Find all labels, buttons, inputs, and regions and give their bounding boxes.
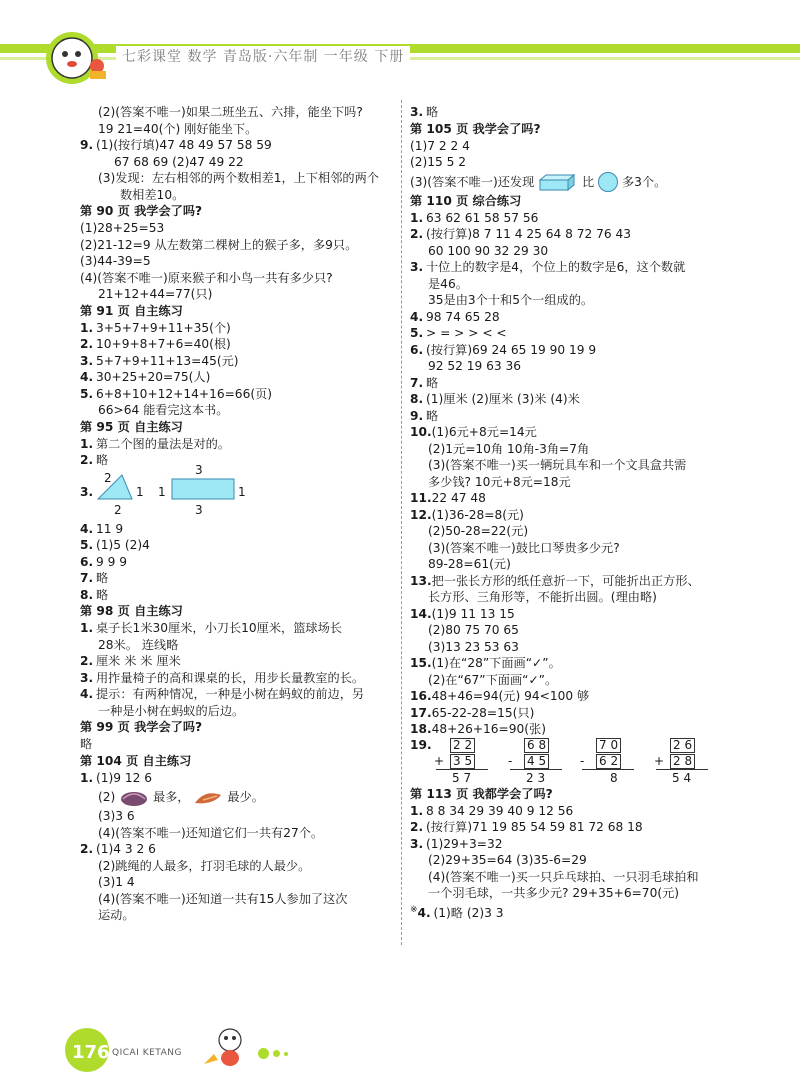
answer-line: 把一张长方形的纸任意折一下，可能折出正方形、 (431, 573, 700, 588)
vertical-calc (508, 738, 568, 786)
answer-line: (4)(答案不唯一)还知道它们一共有27个。 (98, 825, 324, 840)
footer-mascot-icon (200, 1024, 250, 1068)
answer-line: (1)9 12 6 (96, 770, 153, 785)
answer-line: 运动。 (98, 908, 135, 922)
answer-line: (3)(答案不唯一)鼓比口琴贵多少元? (428, 540, 620, 555)
right-column (410, 104, 732, 921)
answer-line: (3)发现：左右相邻的两个数相差1，上下相邻的两个 (98, 171, 379, 185)
item-number: 1. (410, 803, 424, 818)
answer-line: (4)(答案不唯一)还知道一共有15人参加了这次 (98, 891, 348, 906)
section-heading: 第 99 页 我学会了吗? (80, 720, 203, 734)
answer-line: 11 9 (96, 521, 124, 536)
answer-line: (3)(答案不唯一)买一辆玩具车和一个文具盒共需 (428, 458, 687, 472)
vertical-calc (654, 738, 714, 786)
vertical-calculations (410, 738, 732, 786)
optional-mark: ※ (410, 904, 418, 915)
item-number: 3. (80, 670, 94, 685)
column-divider (401, 100, 402, 945)
calc-bottom: 3 5 (450, 754, 475, 769)
item-number: 1. (80, 436, 94, 451)
calc-result: 5 7 (452, 770, 472, 785)
answer-line: (4)(答案不唯一)原来猴子和小鸟一共有多少只? (80, 270, 333, 285)
answer-line: 6+8+10+12+14+16=66(页) (96, 386, 273, 401)
item-number: 2. (80, 654, 94, 668)
answer-line: (3)13 23 53 63 (428, 639, 519, 654)
section-heading: 第 95 页 自主练习 (80, 419, 183, 434)
item-number: 11. (410, 491, 432, 505)
item-number: 4. (80, 521, 94, 536)
item-number: 5. (410, 326, 424, 340)
item-number: 19. (410, 737, 432, 752)
vertical-calc (434, 738, 494, 786)
header-title: 七彩课堂 数学 青岛版·六年制 一年级 下册 (116, 46, 410, 66)
item-number: 2. (410, 227, 424, 241)
item-number: 9. (80, 138, 94, 152)
answer-line: (1)在“28”下面画“✓”。 (431, 656, 561, 670)
item-number: 7. (80, 571, 94, 585)
answer-line: (1)28+25=53 (80, 221, 165, 235)
item-number: 9. (410, 408, 424, 423)
answer-line: 略 (426, 375, 439, 390)
item-number: 5. (80, 386, 94, 401)
answer-line: 98 74 65 28 (426, 309, 500, 324)
calc-bottom: 4 5 (524, 754, 549, 769)
item-number: 6. (410, 342, 424, 357)
section-heading: 第 113 页 我都学会了吗? (410, 786, 553, 801)
calc-result: 8 (610, 770, 618, 785)
answer-line: 厘米 米 米 厘米 (96, 654, 181, 668)
answer-line: 最少。 (227, 790, 264, 804)
answer-line: 30+25+20=75(人) (96, 370, 211, 384)
answer-line: 最多， (153, 790, 190, 804)
answer-line: 十位上的数字是4，个位上的数字是6，这个数就 (426, 260, 686, 274)
item-number: 10. (410, 425, 432, 439)
answer-line: 比 (582, 174, 595, 189)
calc-line (510, 769, 562, 770)
answer-line: 多少钱? 10元+8元=18元 (428, 474, 571, 489)
item-number: 3. (410, 105, 424, 119)
item-number: 5. (80, 538, 94, 552)
calc-top: 2 6 (670, 738, 695, 753)
answer-line: 略 (426, 105, 439, 119)
item-number: 2. (410, 820, 424, 834)
cuboid-icon (538, 173, 578, 191)
answer-line: 是46。 (428, 276, 468, 291)
item-number: 18. (410, 722, 432, 736)
triangle-side-label: 2 (114, 502, 122, 517)
item-number: 6. (80, 554, 94, 569)
triangle-side-label: 2 (104, 470, 112, 485)
answer-line: 略 (80, 737, 93, 751)
answer-line: > = > > < < (426, 326, 507, 340)
section-heading: 第 98 页 自主练习 (80, 604, 183, 618)
item-number: 12. (410, 507, 432, 522)
section-heading: 第 110 页 综合练习 (410, 193, 522, 208)
item-number: 1. (80, 621, 94, 635)
answer-line: (按行算)69 24 65 19 90 19 9 (426, 342, 597, 357)
answer-line: 21+12+44=77(只) (98, 287, 213, 301)
item-number: 2. (80, 337, 94, 351)
answer-line: (按行算)8 7 11 4 25 64 8 72 76 43 (426, 227, 632, 241)
item-number: 4. (417, 905, 431, 920)
calc-result: 5 4 (672, 770, 692, 785)
section-heading: 第 90 页 我学会了吗? (80, 204, 203, 218)
answer-line: (1)36-28=8(元) (431, 507, 524, 522)
conch-icon (193, 789, 223, 807)
item-number: 16. (410, 689, 432, 703)
item-number: 2. (80, 453, 94, 467)
answer-line: 桌子长1米30厘米，小刀长10厘米，篮球场长 (96, 621, 342, 635)
calc-top: 2 2 (450, 738, 475, 753)
calc-line (582, 769, 634, 770)
item-number: 4. (80, 370, 94, 384)
vertical-calc (580, 738, 640, 786)
calc-line (436, 769, 488, 770)
answer-line: (1)7 2 2 4 (410, 138, 470, 153)
answer-line: 89-28=61(元) (428, 557, 511, 571)
answer-line: 一种是小树在蚂蚁的后边。 (98, 703, 245, 718)
answer-line: (2) (98, 790, 116, 804)
calc-operator: + (654, 753, 665, 768)
answer-line: 63 62 61 58 57 56 (426, 210, 539, 225)
calc-operator: - (580, 753, 585, 768)
calc-result: 2 3 (526, 770, 546, 785)
answer-line: 提示：有两种情况，一种是小树在蚂蚁的前边，另 (96, 687, 365, 701)
answer-line: (1)(按行填)47 48 49 57 58 59 (96, 138, 272, 152)
answer-line: 66>64 能看完这本书。 (98, 403, 229, 417)
calc-bottom: 6 2 (596, 754, 621, 769)
answer-line: (3)(答案不唯一)还发现 (410, 174, 535, 189)
answer-line: (2)1元=10角 10角-3角=7角 (428, 441, 590, 456)
decorative-dots (258, 1046, 292, 1060)
rect-side-label: 1 (158, 484, 166, 499)
item-number: 2. (80, 842, 94, 856)
shapes-figure (80, 462, 398, 521)
answer-line: 数相差10。 (120, 187, 185, 202)
answer-line: 略 (96, 571, 109, 585)
item-number: 1. (410, 210, 424, 225)
answer-line: 19 21=40(个) 刚好能坐下。 (98, 121, 258, 136)
answer-line: (3)3 6 (98, 809, 135, 823)
calc-operator: + (434, 753, 445, 768)
answer-line: (按行算)71 19 85 54 59 81 72 68 18 (426, 820, 643, 834)
rect-side-label: 3 (195, 502, 203, 517)
page-number: 176 (72, 1042, 110, 1063)
item-number: 3. (410, 260, 424, 274)
answer-line: (4)(答案不唯一)买一只乒乓球拍、一只羽毛球拍和 (428, 869, 699, 884)
calc-line (656, 769, 708, 770)
item-number: 13. (410, 573, 432, 588)
item-number: 3. (80, 353, 94, 368)
answer-line: (2)跳绳的人最多，打羽毛球的人最少。 (98, 858, 311, 873)
answer-line: 略 (426, 408, 439, 423)
item-number: 15. (410, 656, 432, 670)
answer-line: 92 52 19 63 36 (428, 359, 522, 373)
calc-top: 7 0 (596, 738, 621, 753)
shell-icon (119, 789, 149, 807)
item-number: 4. (80, 687, 94, 701)
section-heading: 第 91 页 自主练习 (80, 303, 183, 318)
answer-line: (3)1 4 (98, 875, 135, 889)
item-number: 4. (410, 309, 424, 324)
triangle-side-label: 1 (136, 484, 144, 499)
answer-line: 48+46=94(元) 94<100 够 (431, 689, 590, 703)
item-number: 8. (80, 587, 94, 602)
calc-bottom: 2 8 (670, 754, 695, 769)
answer-line: (1)29+3=32 (426, 836, 503, 851)
circle-icon (598, 172, 618, 192)
section-heading: 第 105 页 我学会了吗? (410, 121, 541, 136)
answer-line: 3+5+7+9+11+35(个) (96, 320, 231, 335)
answer-line: (2)在“67”下面画“✓”。 (428, 672, 558, 687)
answer-line: 60 100 90 32 29 30 (428, 243, 549, 258)
answer-line: 67 68 69 (2)47 49 22 (114, 154, 244, 169)
item-number: 7. (410, 375, 424, 390)
answer-line: 48+26+16=90(张) (431, 722, 546, 736)
item-number: 3. (410, 836, 424, 851)
calc-top: 6 8 (524, 738, 549, 753)
answer-line: (1)厘米 (2)厘米 (3)米 (4)米 (426, 392, 580, 406)
brand-text: QICAI KETANG (112, 1048, 182, 1058)
answer-line: (2)80 75 70 65 (428, 623, 519, 637)
answer-line: 第二个图的量法是对的。 (96, 436, 231, 451)
answer-line: 长方形、三角形等，不能折出圆。(理由略) (428, 590, 657, 604)
item-number: 8. (410, 392, 424, 406)
item-number: 17. (410, 705, 432, 720)
left-column (80, 104, 398, 924)
answer-line: (1)6元+8元=14元 (431, 425, 537, 439)
answer-line: (1)9 11 13 15 (431, 606, 515, 621)
answer-line: (1)5 (2)4 (96, 538, 150, 552)
answer-line: 65-22-28=15(只) (431, 705, 535, 720)
section-heading: 第 104 页 自主练习 (80, 753, 192, 768)
item-number: 3. (80, 484, 94, 499)
item-number: 1. (80, 770, 94, 785)
answer-line: (2)(答案不唯一)如果二班坐五、六排，能坐下吗? (98, 105, 363, 119)
item-number: 1. (80, 320, 94, 335)
answer-line: (2)21-12=9 从左数第二棵树上的猴子多，多9只。 (80, 237, 358, 252)
rect-side-label: 1 (238, 484, 246, 499)
answer-line: 8 8 34 29 39 40 9 12 56 (426, 803, 574, 818)
answer-line: 用拃量椅子的高和课桌的长，用步长量教室的长。 (96, 670, 365, 685)
answer-line: 略 (96, 587, 109, 602)
calc-operator: - (508, 753, 513, 768)
answer-line: 略 (96, 453, 109, 467)
answer-line: 5+7+9+11+13=45(元) (96, 353, 239, 368)
answer-line: 9 9 9 (96, 554, 128, 569)
answer-line: (3)44-39=5 (80, 254, 151, 268)
mascot-icon (42, 26, 112, 88)
answer-line: 一个羽毛球，一共多少元? 29+35+6=70(元) (428, 886, 680, 900)
answer-line: 28米。 连线略 (98, 637, 179, 652)
answer-line: 10+9+8+7+6=40(根) (96, 337, 231, 351)
item-number: 14. (410, 606, 432, 621)
answer-line: 多3个。 (621, 174, 667, 189)
rectangle-shape (172, 479, 234, 499)
answer-line: 22 47 48 (431, 491, 486, 505)
answer-line: (1)略 (2)3 3 (433, 905, 504, 920)
answer-line: (1)4 3 2 6 (96, 842, 156, 856)
answer-line: 35是由3个十和5个一组成的。 (428, 293, 594, 307)
rect-side-label: 3 (195, 462, 203, 477)
answer-line: (2)15 5 2 (410, 155, 467, 169)
answer-line: (2)29+35=64 (3)35-6=29 (428, 853, 587, 867)
answer-line: (2)50-28=22(元) (428, 524, 529, 538)
